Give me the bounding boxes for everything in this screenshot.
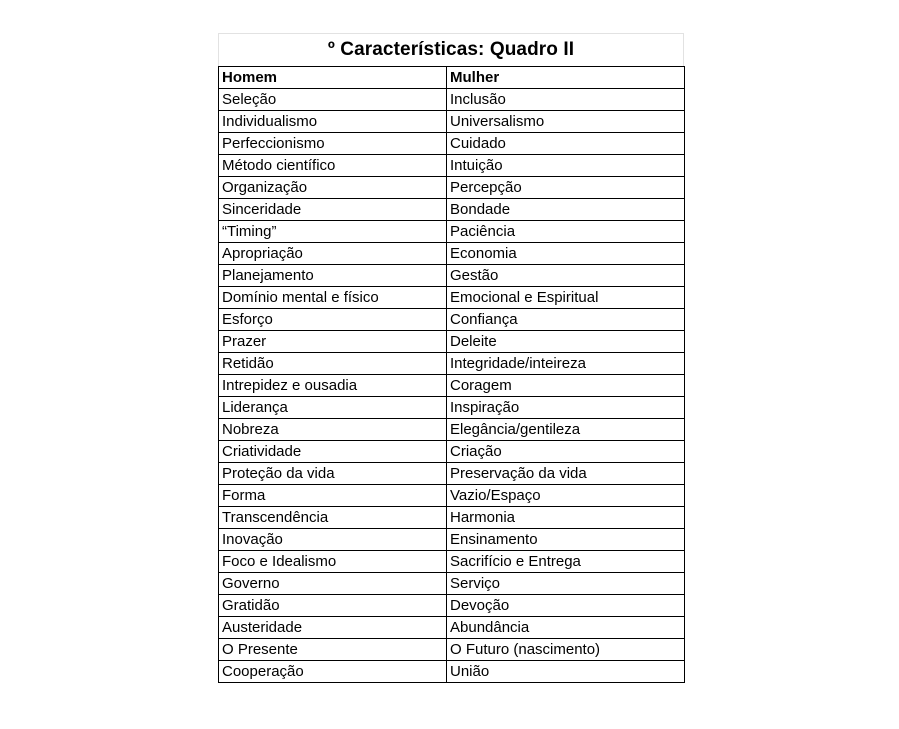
cell-mulher: Elegância/gentileza xyxy=(447,419,685,441)
column-header-mulher: Mulher xyxy=(447,67,685,89)
table-row xyxy=(219,265,685,287)
table-row xyxy=(219,463,685,485)
cell-mulher: Ensinamento xyxy=(447,529,685,551)
table-row xyxy=(219,639,685,661)
cell-homem: Nobreza xyxy=(219,419,447,441)
table-row xyxy=(219,331,685,353)
cell-homem: O Presente xyxy=(219,639,447,661)
cell-mulher: Integridade/inteireza xyxy=(447,353,685,375)
cell-mulher: Universalismo xyxy=(447,111,685,133)
cell-homem: Inovação xyxy=(219,529,447,551)
table-row xyxy=(219,221,685,243)
table-row xyxy=(219,375,685,397)
cell-mulher: Emocional e Espiritual xyxy=(447,287,685,309)
cell-mulher: Inclusão xyxy=(447,89,685,111)
cell-mulher: Intuição xyxy=(447,155,685,177)
table-row xyxy=(219,309,685,331)
cell-homem: Transcendência xyxy=(219,507,447,529)
table-row xyxy=(219,573,685,595)
cell-homem: Perfeccionismo xyxy=(219,133,447,155)
cell-mulher: Harmonia xyxy=(447,507,685,529)
cell-homem: Retidão xyxy=(219,353,447,375)
table-row xyxy=(219,199,685,221)
cell-mulher: Devoção xyxy=(447,595,685,617)
table-row xyxy=(219,595,685,617)
cell-mulher: Economia xyxy=(447,243,685,265)
cell-mulher: Sacrifício e Entrega xyxy=(447,551,685,573)
cell-mulher: O Futuro (nascimento) xyxy=(447,639,685,661)
cell-homem: “Timing” xyxy=(219,221,447,243)
table-row xyxy=(219,177,685,199)
table-row xyxy=(219,507,685,529)
cell-mulher: Paciência xyxy=(447,221,685,243)
table-row xyxy=(219,551,685,573)
table-row xyxy=(219,353,685,375)
table-row xyxy=(219,133,685,155)
cell-mulher: Cuidado xyxy=(447,133,685,155)
cell-mulher: Preservação da vida xyxy=(447,463,685,485)
table-row xyxy=(219,485,685,507)
table-row xyxy=(219,661,685,683)
cell-homem: Cooperação xyxy=(219,661,447,683)
cell-homem: Liderança xyxy=(219,397,447,419)
table-body xyxy=(219,89,685,683)
cell-homem: Forma xyxy=(219,485,447,507)
cell-mulher: Serviço xyxy=(447,573,685,595)
characteristics-table xyxy=(218,66,685,683)
cell-homem: Seleção xyxy=(219,89,447,111)
cell-mulher: Criação xyxy=(447,441,685,463)
column-header-homem: Homem xyxy=(219,67,447,89)
cell-homem: Governo xyxy=(219,573,447,595)
cell-mulher: Percepção xyxy=(447,177,685,199)
cell-homem: Sinceridade xyxy=(219,199,447,221)
table-row xyxy=(219,89,685,111)
table-row xyxy=(219,419,685,441)
cell-homem: Organização xyxy=(219,177,447,199)
cell-homem: Esforço xyxy=(219,309,447,331)
cell-mulher: Coragem xyxy=(447,375,685,397)
cell-homem: Método científico xyxy=(219,155,447,177)
cell-mulher: Vazio/Espaço xyxy=(447,485,685,507)
cell-mulher: Confiança xyxy=(447,309,685,331)
cell-homem: Intrepidez e ousadia xyxy=(219,375,447,397)
table-row xyxy=(219,243,685,265)
cell-mulher: Abundância xyxy=(447,617,685,639)
cell-homem: Prazer xyxy=(219,331,447,353)
cell-homem: Planejamento xyxy=(219,265,447,287)
characteristics-table-sheet xyxy=(218,33,684,683)
cell-homem: Gratidão xyxy=(219,595,447,617)
table-title: º Características: Quadro II xyxy=(327,39,575,60)
header-row xyxy=(219,67,685,89)
table-row xyxy=(219,397,685,419)
cell-homem: Austeridade xyxy=(219,617,447,639)
cell-homem: Domínio mental e físico xyxy=(219,287,447,309)
cell-homem: Apropriação xyxy=(219,243,447,265)
table-title-cell xyxy=(218,33,684,66)
cell-homem: Proteção da vida xyxy=(219,463,447,485)
cell-mulher: Inspiração xyxy=(447,397,685,419)
cell-homem: Individualismo xyxy=(219,111,447,133)
cell-mulher: Deleite xyxy=(447,331,685,353)
cell-homem: Criatividade xyxy=(219,441,447,463)
table-row xyxy=(219,617,685,639)
table-row xyxy=(219,529,685,551)
table-row xyxy=(219,441,685,463)
cell-mulher: Bondade xyxy=(447,199,685,221)
table-row xyxy=(219,287,685,309)
cell-mulher: União xyxy=(447,661,685,683)
table-row xyxy=(219,155,685,177)
cell-mulher: Gestão xyxy=(447,265,685,287)
table-row xyxy=(219,111,685,133)
cell-homem: Foco e Idealismo xyxy=(219,551,447,573)
